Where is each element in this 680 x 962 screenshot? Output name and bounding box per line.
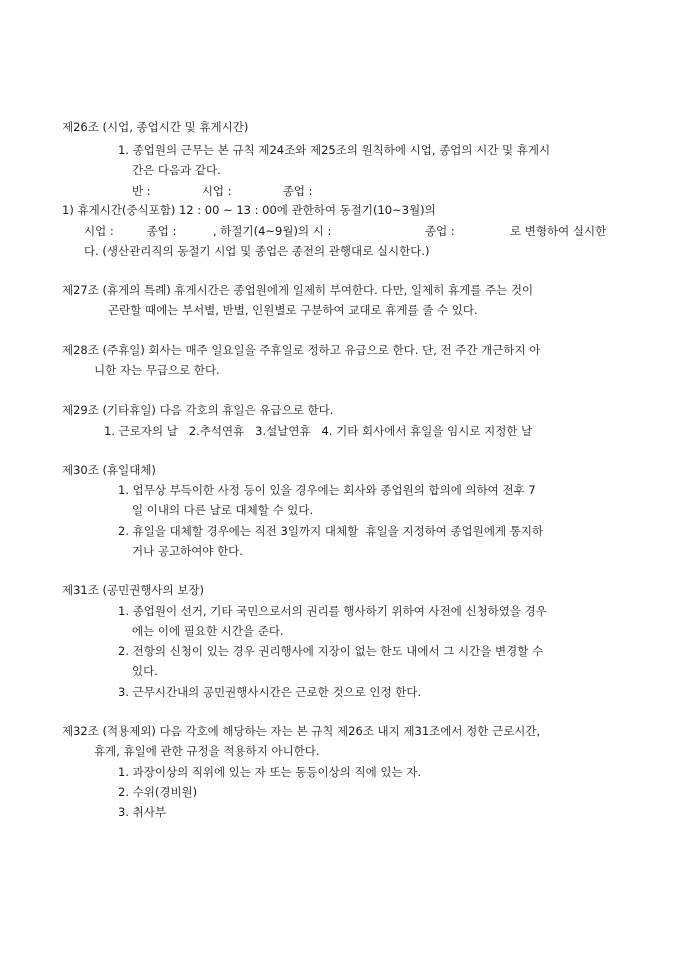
article-30-item-2-line-2: 거나 공고하여야 한다. — [132, 544, 243, 558]
article-26-item-1-line-1: 1. 종업원의 근무는 본 규칙 제24조와 제25조의 원칙하에 시업, 종업의 시간 및 휴게시 — [118, 143, 551, 157]
article-30-item-1-line-2: 일 이내의 다른 날로 대체할 수 있다. — [132, 503, 314, 517]
article-32-item-3: 3. 취사부 — [118, 805, 166, 819]
article-29-holidays-list: 1. 근로자의 날 2.추석연휴 3.설날연휴 4. 기타 회사에서 휴일을 임시로 지정한 날 — [104, 424, 533, 438]
article-26-sub-1-line-1: 1) 휴게시간(중식포함) 12 : 00 ~ 13 : 00에 관한하여 동절기(10~3월)의 — [62, 203, 436, 217]
article-30-item-1-line-1: 1. 업무상 부득이한 사정 등이 있을 경우에는 회사와 종업원의 합의에 의하여 전후 7 — [118, 483, 536, 497]
article-31-item-2-line-2: 있다. — [132, 664, 158, 678]
article-26-item-1-line-2: 간은 다음과 같다. — [132, 163, 221, 177]
article-28-line-2: 니한 자는 무급으로 한다. — [94, 363, 220, 377]
article-30-item-2-line-1: 2. 휴일을 대체할 경우에는 직전 3일까지 대체할 휴일을 지정하여 종업원에게 통지하 — [118, 524, 544, 538]
article-26-sub-1-line-3: 다. (생산관리직의 동절기 시업 및 종업은 종전의 관행대로 실시한다.) — [84, 244, 430, 258]
article-26-sub-1-line-2c: 로 변형하여 실시한 — [510, 224, 607, 238]
article-26-hours-line: 반 : 시업 : 종업 : — [132, 184, 313, 198]
article-26-heading: 제26조 (시업, 종업시간 및 휴게시간) — [62, 120, 249, 134]
article-31-item-3: 3. 근무시간내의 공민권행사시간은 근로한 것으로 인정 한다. — [118, 685, 422, 699]
article-27-line-1: 제27조 (휴게의 특례) 휴게시간은 종업원에게 일제히 부여한다. 다만, 일제히 휴게를 주는 것이 — [62, 283, 534, 297]
article-32-line-2: 휴게, 휴일에 관한 규정을 적용하지 아니한다. — [94, 744, 320, 758]
article-31-heading: 제31조 (공민권행사의 보장) — [62, 583, 205, 597]
article-26-sub-1-line-2b: 종업 : — [425, 224, 455, 238]
article-28-line-1: 제28조 (주휴일) 회사는 매주 일요일을 주휴일로 정하고 유급으로 한다. 단, 전 주간 개근하지 아 — [62, 343, 541, 357]
article-32-item-1: 1. 과장이상의 직위에 있는 자 또는 동등이상의 직에 있는 자. — [118, 765, 422, 779]
article-32-item-2: 2. 수위(경비원) — [118, 785, 198, 799]
article-29-line-1: 제29조 (기타휴일) 다음 각호의 휴일은 유급으로 한다. — [62, 403, 334, 417]
article-26-sub-1-line-2a: 시업 : 종업 : , 하절기(4~9월)의 시 : — [84, 224, 332, 238]
article-30-heading: 제30조 (휴일대체) — [62, 463, 156, 477]
article-31-item-1-line-1: 1. 종업원이 선거, 기타 국민으로서의 권리를 행사하기 위하여 사전에 신청하였을 경우 — [118, 604, 547, 618]
article-32-line-1: 제32조 (적용제외) 다음 각호에 해당하는 자는 본 규칙 제26조 내지 제31조에서 정한 근로시간, — [62, 724, 541, 738]
article-31-item-2-line-1: 2. 전항의 신청이 있는 경우 권리행사에 지장이 없는 한도 내에서 그 시간을 변경할 수 — [118, 644, 544, 658]
article-27-line-2: 곤란할 때에는 부서별, 반별, 인원별로 구분하여 교대로 휴게를 줄 수 있다. — [108, 303, 478, 317]
article-31-item-1-line-2: 에는 이에 필요한 시간을 준다. — [132, 624, 284, 638]
